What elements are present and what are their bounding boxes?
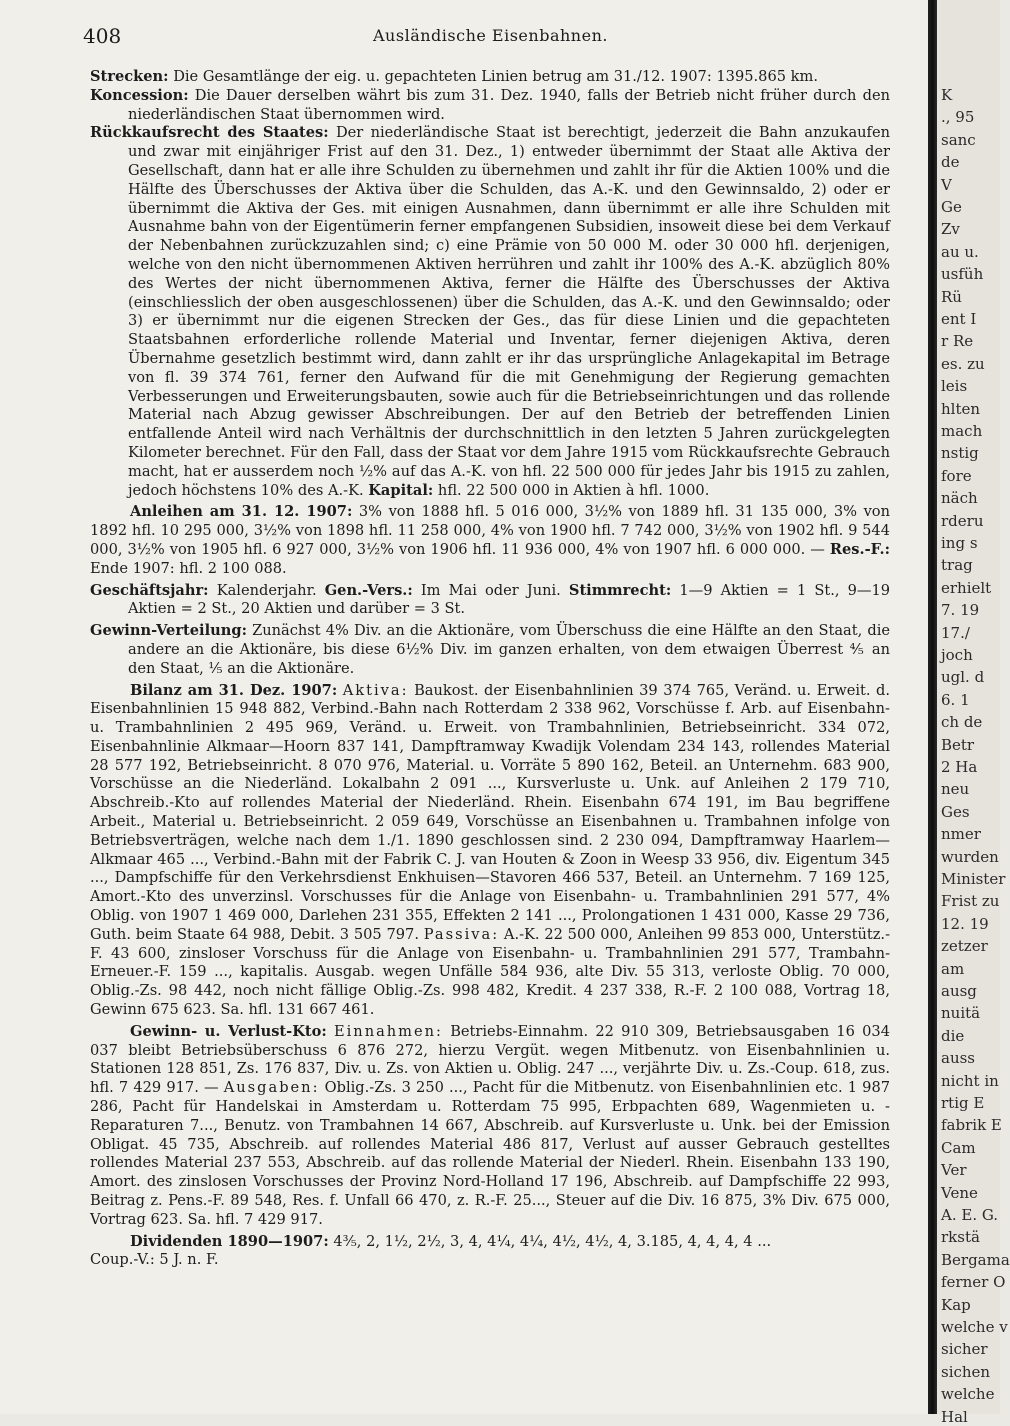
entry-text: 5 J. n. F. bbox=[159, 1251, 219, 1269]
adjacent-page-fragment: am bbox=[941, 959, 965, 978]
page-number: 408 bbox=[83, 24, 122, 48]
entry-text: Der niederländische Staat ist berechtigt, jederzeit die Bahn anzukaufen und zwar mit einjähriger Frist auf den 31. Dez., 1) entweder übernimmt der Staat alle Aktiva der Gesellschaft, dann hat er alle ihre Schulden zu übernehmen und zahlt ihr für die Aktien 100% und die Hälfte des Überschusses der Aktiva über die Schulden, das A.-K. und den Gewinnsaldo, 2) oder er übernimmt die Aktiva der Ges. mit einigen Ausnahmen, dann übernimmt er alle ihre Schulden mit Ausnahme bahn von der Eigentümerin ferner empfangenen Subsidien, insoweit diese bei dem Verkauf der Nebenbahnen zurückzuzahlen sind; c) eine Prämie von 50 000 M. oder 30 000 hfl. derjenigen, welche von den nicht übernommenen Aktiven herrühren und zahlt ihr 100% des A.-K. abzüglich 80% des Wertes der nicht übernommenen Aktiva, ferner die Hälfte des Überschusses der Aktiva (einschliesslich der oben ausgeschlossenen) über die Schulden, das A.-K. und den Gewinnsaldo; oder 3) er übernimmt nur die eigenen Strecken der Ges., das für diese Linien und die gepachteten Staatsbahnen erforderliche rollende Material und Inventar, ferner diejenigen Aktiva, deren Übernahme gesetzlich bestimmt wird, dann zahlt er ihr das ursprüngliche Anlagekapital im Betrage von fl. 39 374 761, ferner den Aufwand für die mit Genehmigung der Regierung gemachten Verbesserungen und Erweiterungsbauten, sowie auch für die Betriebseinrichtungen und das rollende Material nach Abzug gewisser Abschreibungen. Der auf den Betrieb der betreffenden Linien entfallende Anteil wird nach Verhältnis der durchschnittlich in den letzten 5 Jahren zurückgelegten Kilometer berechnet. Für den Fall, dass der Staat vor dem Jahre 1915 vom Rückkaufsrechte Gebrauch macht, hat er ausserdem noch ½% auf das A.-K. von hfl. 22 500 000 für jedes Jahr bis 1915 zu zahlen, jedoch höchstens 10% des A.-K. bbox=[128, 124, 890, 499]
entry-label: Gen.-Vers.: bbox=[324, 581, 413, 599]
entry-label: Kapital: bbox=[368, 481, 434, 499]
adjacent-page-fragment: ausg bbox=[941, 982, 977, 1000]
adjacent-page-fragment: rderu bbox=[941, 511, 984, 530]
adjacent-page-fragment: Ver bbox=[941, 1161, 967, 1180]
adjacent-page-fragment: zetzer bbox=[941, 937, 988, 956]
entry-text: 3% von 1888 hfl. 5 016 000, 3½% von 1889 hfl. 31 135 000, 3% von 1892 hfl. 10 295 000, 3½% von 1898 hfl. 11 258 000, 4% von 1900 hfl. 7 742 000, 3½% von 1902 hfl. 9 544 000, 3½% von 1905 hfl. 6 927 000, 3½% von 1906 hfl. 11 936 000, 4% von 1907 hfl. 6 000 000. — bbox=[90, 503, 890, 558]
entry-label: Gewinn-Verteilung: bbox=[90, 622, 247, 640]
entry-gewinn-verlust bbox=[90, 1023, 890, 1230]
entry-label: Dividenden 1890—1907: bbox=[130, 1232, 329, 1250]
adjacent-page-fragment: es. zu bbox=[941, 354, 985, 373]
adjacent-page-fragment: auss bbox=[941, 1049, 975, 1068]
passiva-label: Passiva: bbox=[423, 925, 500, 943]
adjacent-page-fragment: A. E. G. bbox=[941, 1206, 999, 1224]
entry-text: Kalenderjahr. bbox=[216, 581, 317, 599]
adjacent-page-fragment: Minister bbox=[941, 870, 1006, 888]
adjacent-page-edge bbox=[937, 0, 1010, 1426]
adjacent-page-fragment: sichen bbox=[941, 1362, 991, 1381]
adjacent-page-fragment: Rü bbox=[941, 287, 962, 306]
adjacent-page-fragment: ent I bbox=[941, 310, 977, 328]
adjacent-page-fragment: fabrik E bbox=[941, 1116, 1002, 1135]
adjacent-page-fragment: Cam bbox=[941, 1138, 976, 1157]
adjacent-page-fragment: au u. bbox=[941, 242, 979, 261]
adjacent-page-fragment: erhielt bbox=[941, 578, 992, 597]
entry-text: Die Dauer derselben währt bis zum 31. Dez. 1940, falls der Betrieb nicht früher durch den niederländischen Staat übernommen wird. bbox=[128, 86, 891, 123]
adjacent-page-fragment: nstig bbox=[941, 444, 979, 463]
adjacent-page-fragment: Ge bbox=[941, 198, 962, 216]
adjacent-page-fragment: nuitä bbox=[941, 1004, 981, 1023]
ausgaben-text: Oblig.-Zs. 3 250 ..., Pacht für die Mitbenutz. von Eisenbahnlinien etc. 1 987 286, Pacht für Handelskai in Amsterdam u. Rotterdam 75 995, Erbpachten 689, Wagenmieten u. -Reparaturen 7..., Benutz. von Trambahnen 14 667, Abschreib. auf Kursverluste u. Unk. bei der Emission Obligat. 45 735, Abschreib. auf rollendes Material 486 817, Verlust auf ausser Gebrauch gestelltes rollendes Material 237 553, Abschreib. auf das rollende Material der Niederl. Rhein. Eisenbahn 133 190, Amort. des zinslosen Vorschusses der Provinz Nord-Holland 17 196, Abschreib. auf Dampfschiffe 22 993, Beitrag z. Pens.-F. 89 548, Res. f. Unfall 66 470, z. R.-F. 25..., Steuer auf die Div. 16 875, 3% Div. 675 000, Vortrag 623. Sa. hfl. 7 429 917. bbox=[90, 1079, 891, 1228]
adjacent-page-fragment: Betr bbox=[941, 735, 975, 754]
adjacent-page-fragment: ferner O bbox=[941, 1273, 1006, 1292]
adjacent-page-fragment: Vene bbox=[941, 1183, 978, 1202]
entry-label: Coup.-V.: bbox=[90, 1251, 155, 1269]
adjacent-page-fragment: 12. 19 bbox=[941, 914, 989, 933]
adjacent-page-fragment: hlten bbox=[941, 399, 981, 418]
entry-label: Bilanz am 31. Dez. 1907: bbox=[130, 681, 338, 699]
book-gutter bbox=[928, 0, 937, 1414]
entry-label: Stimmrecht: bbox=[568, 581, 672, 599]
entry-text: hfl. 22 500 000 in Aktien à hfl. 1000. bbox=[437, 481, 710, 499]
adjacent-page-fragment: nmer bbox=[941, 825, 981, 844]
adjacent-page-fragment: 2 Ha bbox=[941, 758, 978, 776]
adjacent-page-fragment: mach bbox=[941, 422, 983, 440]
adjacent-page-fragment: ugl. d bbox=[941, 668, 985, 687]
entry-text: Zunächst 4% Div. an die Aktionäre, vom Überschuss die eine Hälfte an den Staat, die andere an die Aktionäre, bis diese 6½% Div. im ganzen erhalten, von dem etwaigen Überrest ⅘ an den Staat, ⅕ an die Aktionäre. bbox=[128, 622, 890, 677]
adjacent-page-fragment: V bbox=[941, 175, 952, 194]
adjacent-page-fragment: sanc bbox=[941, 130, 976, 149]
adjacent-page-fragment: usfüh bbox=[941, 265, 984, 284]
entry-koncession bbox=[90, 87, 890, 125]
adjacent-page-fragment: Hal bbox=[941, 1407, 968, 1426]
adjacent-page-fragment: 6. 1 bbox=[941, 690, 970, 709]
adjacent-page-fragment: welche bbox=[941, 1385, 995, 1404]
adjacent-page-fragment: welche v bbox=[941, 1318, 1008, 1336]
entry-coupon-verjaehrung bbox=[90, 1251, 890, 1270]
article-body bbox=[90, 68, 890, 1270]
adjacent-page-fragment: näch bbox=[941, 489, 978, 508]
entry-text: 1—9 Aktien = 1 St., 9—19 Aktien = 2 St., 20 Aktien und darüber = 3 St. bbox=[128, 581, 891, 618]
entry-gewinn-verteilung bbox=[90, 622, 890, 678]
adjacent-page-fragment: nicht in bbox=[941, 1071, 999, 1090]
entry-text: Ende 1907: hfl. 2 100 088. bbox=[90, 559, 287, 577]
adjacent-page-fragment: 17./ bbox=[941, 623, 970, 642]
adjacent-page-fragment: rtig E bbox=[941, 1094, 985, 1112]
adjacent-page-fragment: K bbox=[941, 86, 953, 104]
entry-dividenden bbox=[90, 1233, 890, 1252]
entry-rueckkaufsrecht bbox=[90, 124, 890, 500]
adjacent-page-fragment: Zv bbox=[941, 220, 960, 239]
adjacent-page-fragment: neu bbox=[941, 780, 970, 799]
adjacent-page-fragment: Kap bbox=[941, 1295, 971, 1314]
adjacent-page-fragment: joch bbox=[941, 646, 973, 664]
running-title: Ausländische Eisenbahnen. bbox=[373, 26, 608, 45]
passiva-text: A.-K. 22 500 000, Anleihen 99 853 000, Unterstütz.-F. 43 600, zinsloser Vorschuss für die Anlage von Eisenbahn- u. Trambahnlinien 291 577, Trambahn-Erneuer.-F. 159 ..., kapitalis. Ausgab. wegen Unfälle 584 936, alte Div. 55 313, verloste Oblig. 70 000, Oblig.-Zs. 98 442, noch nicht fällige Oblig.-Zs. 998 482, Kredit. 4 237 338, R.-F. 2 100 088, Vortrag 18, Gewinn 675 623. Sa. hfl. 131 667 461. bbox=[90, 925, 890, 1019]
running-head bbox=[83, 24, 883, 54]
entry-text: 4⅗, 2, 1½, 2½, 3, 4, 4¼, 4¼, 4½, 4½, 4, 3.185, 4, 4, 4, 4 ... bbox=[333, 1232, 772, 1250]
entry-label: Strecken: bbox=[90, 68, 169, 85]
ausgaben-label: Ausgaben: bbox=[223, 1079, 320, 1097]
adjacent-page-fragment: ., 95 bbox=[941, 108, 975, 127]
entry-bilanz bbox=[90, 682, 890, 1020]
entry-label: Koncession: bbox=[90, 86, 189, 104]
adjacent-page-fragment: fore bbox=[941, 466, 972, 485]
entry-label: Geschäftsjahr: bbox=[90, 581, 209, 599]
adjacent-page-fragment: rkstä bbox=[941, 1228, 980, 1247]
entry-label: Gewinn- u. Verlust-Kto: bbox=[130, 1022, 327, 1040]
adjacent-page-fragment: leis bbox=[941, 377, 968, 396]
entry-anleihen bbox=[90, 503, 890, 578]
adjacent-page-fragment: wurden bbox=[941, 847, 999, 866]
entry-label: Anleihen am 31. 12. 1907: bbox=[130, 503, 353, 521]
adjacent-page-fragment: ing s bbox=[941, 534, 978, 552]
adjacent-page-fragment: 7. 19 bbox=[941, 601, 980, 620]
aktiva-text: Baukost. der Eisenbahnlinien 39 374 765, Veränd. u. Erweit. d. Eisenbahnlinien 15 948 882, Verbind.-Bahn nach Rotterdam 2 338 962, Vorschüsse f. Arb. auf Eisenbahn- u. Trambahnlinien 2 495 969, Veränd. u. Erweit. von Trambahnlinien, Betriebseinricht. 334 072, Eisenbahnlinie Alkmaar—Hoorn 837 141, Dampftramway Kwadijk Volendam 234 143, rollendes Material 28 577 192, Betriebseinricht. 8 070 976, Material. u. Vorräte 5 890 162, Beteil. an Unternehm. 683 900, Vorschüsse an die Niederländ. Lokalbahn 2 091 ..., Kursverluste u. Unk. auf Anleihen 2 179 710, Abschreib.-Kto auf rollendes Material der Niederländ. Rhein. Eisenbahn 674 191, im Bau begriffene Arbeit., Material u. Betriebseinricht. 2 059 649, Vorschüsse an Eisenbahnen u. Trambahnen infolge von Betriebsverträgen, welche nach dem 1./1. 1890 geschlossen sind. 2 230 094, Dampftramway Haarlem—Alkmaar 465 ..., Verbind.-Bahn mit der Fabrik C. J. van Houten & Zoon in Weesp 33 956, div. Eigentum 345 ..., Dampfschiffe für den Verkehrsdienst Enkhuisen—Stavoren 466 537, Beteil. an Unternehm. 7 169 125, Amort.-Kto des unverzinsl. Vorschusses für die Anlage von Eisenbahn- u. Trambahnlinien 291 577, 4% Oblig. von 1907 1 469 000, Darlehen 231 355, Effekten 2 141 ..., Prolongationen 1 431 000, Kasse 29 736, Guth. beim Staate 64 988, Debit. 3 505 797. bbox=[90, 681, 891, 943]
entry-text: Im Mai oder Juni. bbox=[420, 581, 561, 599]
adjacent-page-fragment: de bbox=[941, 153, 960, 172]
adjacent-page-fragment: ch de bbox=[941, 713, 983, 732]
entry-strecken bbox=[90, 68, 890, 87]
adjacent-page-fragment: r Re bbox=[941, 332, 974, 351]
adjacent-page-fragment: die bbox=[941, 1026, 965, 1045]
einnahmen-text: Betriebs-Einnahm. 22 910 309, Betriebsausgaben 16 034 037 bleibt Betriebsüberschuss 6 876 272, hierzu Vergüt. wegen Mitbenutz. von Eisenbahnlinien u. Stationen 128 851, Zs. 176 837, Div. u. Zs. von Aktien u. Oblig. 247 ..., verjährte Div. u. Zs.-Coup. 618, zus. hfl. 7 429 917. — bbox=[90, 1022, 890, 1097]
entry-label: Res.-F.: bbox=[829, 540, 890, 558]
entry-text: Die Gesamtlänge der eig. u. gepachteten Linien betrug am 31./12. 1907: 1395.865 km. bbox=[173, 68, 818, 85]
entry-geschaeftsjahr bbox=[90, 582, 890, 620]
aktiva-label: Aktiva: bbox=[342, 681, 409, 699]
adjacent-page-fragment: Bergama bbox=[941, 1250, 1010, 1269]
einnahmen-label: Einnahmen: bbox=[333, 1022, 443, 1040]
adjacent-page-fragment: sicher bbox=[941, 1340, 988, 1359]
entry-label: Rückkaufsrecht des Staates: bbox=[90, 124, 329, 142]
adjacent-page-fragment: trag bbox=[941, 556, 973, 575]
adjacent-page-fragment: Frist zu bbox=[941, 892, 1000, 911]
adjacent-page-fragment: Ges bbox=[941, 802, 970, 821]
